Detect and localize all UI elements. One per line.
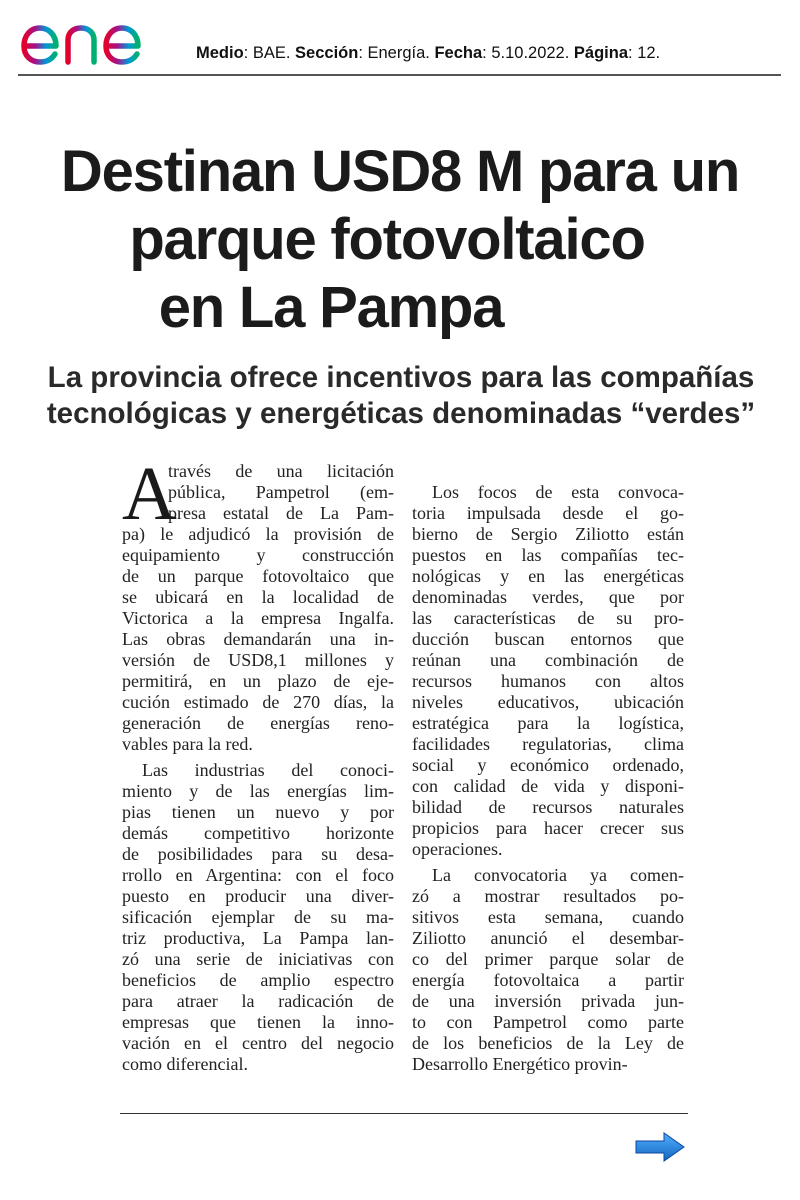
article-text-line: bierno de Sergio Ziliotto están <box>412 524 684 544</box>
article-text-line: Ziliotto anunció el desembar- <box>412 928 684 948</box>
article-text-line: presa estatal de La Pam- <box>168 503 394 523</box>
subhead-line: tecnológicas y energéticas denominadas “verdes” <box>46 397 756 430</box>
article-text-line: través de una licitación <box>168 461 394 481</box>
article-text-line: pias tienen un nuevo y por <box>122 802 394 822</box>
article-text-line: empresas que tienen la inno- <box>122 1012 394 1032</box>
article-text-line: pública, Pampetrol (em- <box>168 482 394 502</box>
article-text-line: ducción buscan entornos que <box>412 629 684 649</box>
article-text-line: demás competitivo horizonte <box>122 823 394 843</box>
article-text-line: rrollo en Argentina: con el foco <box>122 865 394 885</box>
article-text-line: energía fotovoltaica a partir <box>412 970 684 990</box>
pagina-label: Página <box>573 44 629 62</box>
article-text-line: zó una serie de iniciativas con <box>122 949 394 969</box>
article-text-line: de posibilidades para su desa- <box>122 844 394 864</box>
article-text-line: pa) le adjudicó la provisión de <box>122 524 394 544</box>
article-text-line: vación en el centro del negocio <box>122 1033 394 1053</box>
fecha-value: 5.10.2022. <box>491 44 570 62</box>
article-text-line: nológicas y en las energéticas <box>412 566 684 586</box>
article-text-line: las características de su pro- <box>412 608 684 628</box>
article-text-line: bilidad de recursos naturales <box>412 797 684 817</box>
headline-line: en La Pampa <box>158 275 504 340</box>
seccion-label: Sección <box>295 44 359 62</box>
article-text-line: Victorica a la empresa Ingalfa. <box>122 608 394 628</box>
article-text-line: generación de energías reno- <box>122 713 394 733</box>
medio-value: BAE. <box>252 44 291 62</box>
footer-divider <box>120 1113 688 1114</box>
article-text-line: Los focos de esta convoca- <box>432 482 684 502</box>
article-text-line: toria impulsada desde el go- <box>412 503 684 523</box>
article-text-line: equipamiento y construcción <box>122 545 394 565</box>
seccion-value: Energía. <box>367 44 430 62</box>
article-text-line: beneficios de amplio espectro <box>122 970 394 990</box>
article-text-line: triz productiva, La Pampa lan- <box>122 928 394 948</box>
article-text-line: facilidades regulatorias, clima <box>412 734 684 754</box>
article-text-line: Desarrollo Energético provin- <box>412 1054 628 1074</box>
arrow-right-icon[interactable] <box>634 1130 686 1164</box>
drop-cap: A <box>122 452 177 536</box>
headline-line: parque fotovoltaico <box>129 207 645 272</box>
header-divider <box>18 74 781 76</box>
publication-meta: Medio: BAE. Sección: Energía. Fecha: 5.10.2022. Página: 12. <box>196 44 661 62</box>
article-text-line: permitirá, en un plazo de eje- <box>122 671 394 691</box>
article-text-line: reúnan una combinación de <box>412 650 684 670</box>
article-text-line: de una inversión privada jun- <box>412 991 684 1011</box>
enel-logo <box>18 6 170 68</box>
article-text-line: sitivos esta semana, cuando <box>412 907 684 927</box>
article-text-line: Las industrias del conoci- <box>142 760 394 780</box>
article-text-line: estratégica para la logística, <box>412 713 684 733</box>
article-text-line: operaciones. <box>412 839 503 859</box>
article-subhead <box>46 360 756 432</box>
article-text-line: niveles educativos, ubicación <box>412 692 684 712</box>
article-text-line: zó a mostrar resultados po- <box>412 886 684 906</box>
article-column-2 <box>412 461 684 1075</box>
article-text-line: recursos humanos con altos <box>412 671 684 691</box>
article-text-line: puesto en producir una diver- <box>122 886 394 906</box>
headline-line: Destinan USD8 M para un <box>60 139 740 204</box>
article-text-line: propicios para hacer crecer sus <box>412 818 684 838</box>
medio-label: Medio <box>196 44 244 62</box>
article-text-line: como diferencial. <box>122 1054 248 1074</box>
article-column-1 <box>122 452 394 1075</box>
article-text-line: vables para la red. <box>122 734 253 754</box>
subhead-line: La provincia ofrece incentivos para las compañías <box>47 361 755 394</box>
article-text-line: miento y de las energías lim- <box>122 781 394 801</box>
article-headline <box>40 138 752 342</box>
article-text-line: puestos en las compañías tec- <box>412 545 684 565</box>
article-text-line: La convocatoria ya comen- <box>432 865 684 885</box>
article-text-line: con calidad de vida y disponi- <box>412 776 684 796</box>
article-text-line: cución estimado de 270 días, la <box>122 692 394 712</box>
article-text-line: social y económico ordenado, <box>412 755 684 775</box>
article-text-line: co del primer parque solar de <box>412 949 684 969</box>
article-text-line: versión de USD8,1 millones y <box>122 650 394 670</box>
article-text-line: to con Pampetrol como parte <box>412 1012 684 1032</box>
fecha-label: Fecha <box>434 44 483 62</box>
article-text-line: de los beneficios de la Ley de <box>412 1033 684 1053</box>
article-text-line: denominadas verdes, que por <box>412 587 684 607</box>
article-text-line: para atraer la radicación de <box>122 991 394 1011</box>
article-text-line: sificación ejemplar de su ma- <box>122 907 394 927</box>
article-text-line: de un parque fotovoltaico que <box>122 566 394 586</box>
pagina-value: 12. <box>637 44 661 62</box>
article-text-line: se ubicará en la localidad de <box>122 587 394 607</box>
article-text-line: Las obras demandarán una in- <box>122 629 394 649</box>
